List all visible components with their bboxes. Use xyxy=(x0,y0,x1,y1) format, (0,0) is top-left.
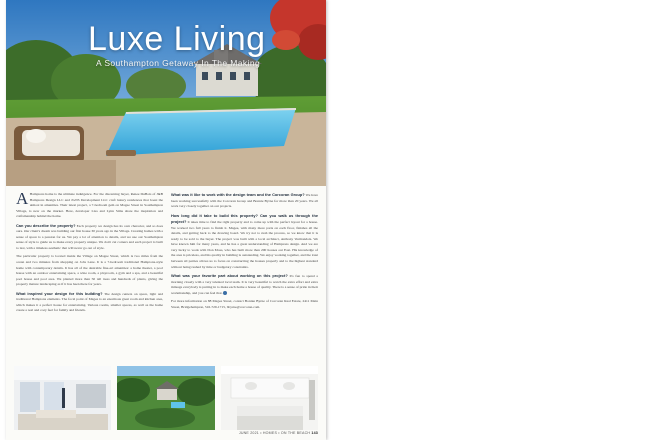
magazine-page xyxy=(6,0,326,440)
page-footer xyxy=(239,431,318,435)
article-title: Luxe Living xyxy=(88,20,266,58)
answer: The particular property is located inside the Village on Magee Street, which is two miles from the ocean and two minutes from shopping on Jobs Lane. It is a 7-bedroom traditional Hamptons-style home with contemporary details. It has all of the desirable fine-art amenities: a home theater, a pool house with an outdoor entertaining space, a wine room, a playroom, a gym and a spa, and a beautiful pool house and pool area. We planted more than 50 tall trees and hundreds of plants, giving the property mature landscaping as if it has been there for years. xyxy=(16,254,163,287)
page-number: 143 xyxy=(311,431,318,435)
question: Can you describe the property? xyxy=(16,222,76,228)
footer-issue: JUNE 2021 • HOMES • ON THE BEACH xyxy=(238,431,311,435)
question: What inspired your design for this building? xyxy=(16,290,103,296)
article-body xyxy=(16,192,318,360)
photo-aerial-view xyxy=(117,366,214,430)
answer: We have been working successfully with the Corcoran Group and Bonnie Byrne for more than 20 years. We all work very closely together on our projects. xyxy=(171,193,318,209)
photo-kitchen xyxy=(221,366,318,430)
answer: It takes time to find the right property and to come up with the perfect layout for a house. We worked two full years to finish it. Magee, with many more parts on each floor, finishes all the details, and getting back to the drawing board. We try not to rush the process, so we know that it is ready to be sold to the buyer. The project was built with a local architect, Anthony Vermandois. We have known him for many years, and he has a great understanding of Hamptons design. And we are very lucky to work with Don Moss, who has built more than 200 houses out East. His knowledge of the area is priceless, and his quality in building is outstanding. We enjoy working together, and the trust between all parties allows us to focus on constructing the houses properly and to the highest standard without being rushed by time or budgetary constraints. xyxy=(171,220,318,269)
answer: The design centers on space, light and traditional Hamptons elements. The focal point of Magee is an enormous great room and kitchen area, which makes it a perfect house for entertaining. Various rooms, smaller spaces, as well as the home create a real and cozy feel for family and friends. xyxy=(16,291,163,313)
question: How long did it take to build this property? Can you walk us through the project? xyxy=(171,212,318,225)
article-column-right xyxy=(171,192,318,360)
intro-paragraph xyxy=(16,192,163,220)
contact-info xyxy=(171,299,318,310)
intro-text: Hamptons home is the ultimate indulgence. For the discerning buyer, Renee DuBois of J&B Hamptons Design LLC and JGNS Development LLC craft luxury residences that boast the utmost in amenities. Their latest project, a 7-bedroom gem on Magee Street in Southampton Village, is new on the market. Here, developer Lisa and Lynn Sims share the inspiration and craftsmanship behind the home. xyxy=(16,192,163,219)
qa-item xyxy=(16,223,163,252)
qa-item xyxy=(171,192,318,210)
question: What was it like to work with the design team and the Corcoran Group? xyxy=(171,192,305,197)
kitchen-illustration xyxy=(221,366,318,430)
answer: For more information on 88 Magee Street, contact Bonnie Byrne of Corcoran Real Estate, 2411 Main Street, Bridgehampton, 516-729-1715, bbyrne@corcoran.com. xyxy=(171,299,318,309)
question: What was your favorite part about working on this project? xyxy=(171,273,288,279)
drop-cap: A xyxy=(16,192,29,208)
qa-item xyxy=(171,273,318,296)
article-column-left xyxy=(16,192,163,360)
living-room-illustration xyxy=(14,366,111,430)
photo-interior-living-room xyxy=(14,366,111,430)
qa-item xyxy=(171,213,318,270)
answer: It's fun to spend a morning closely with a very talented local team. It is very beautiful to watch the extra effort and extra mileage everybody is putting in to make each home a house of quality. There is a sense of pride in their workmanship, and you can feel that. xyxy=(171,274,318,295)
end-mark-icon xyxy=(223,291,227,295)
photo-strip xyxy=(14,366,318,430)
aerial-view-illustration xyxy=(117,366,214,430)
qa-item xyxy=(16,254,163,287)
hero-photo xyxy=(6,0,326,186)
article-subtitle: A Southampton Getaway In The Making xyxy=(96,58,261,68)
answer: Each property we design has its own character, and so does ours. Our client's dream was building our first house 30 years ago in the Village. Creating homes with a sense of space is a passion for us. We pay a lot of attention to details, and we use our Southampton sense of style to guide us to make every property unique. We don't cut corners and each project is built to last, with a timeless aesthetic that will never go out of style. xyxy=(16,223,163,250)
qa-item xyxy=(16,291,163,314)
